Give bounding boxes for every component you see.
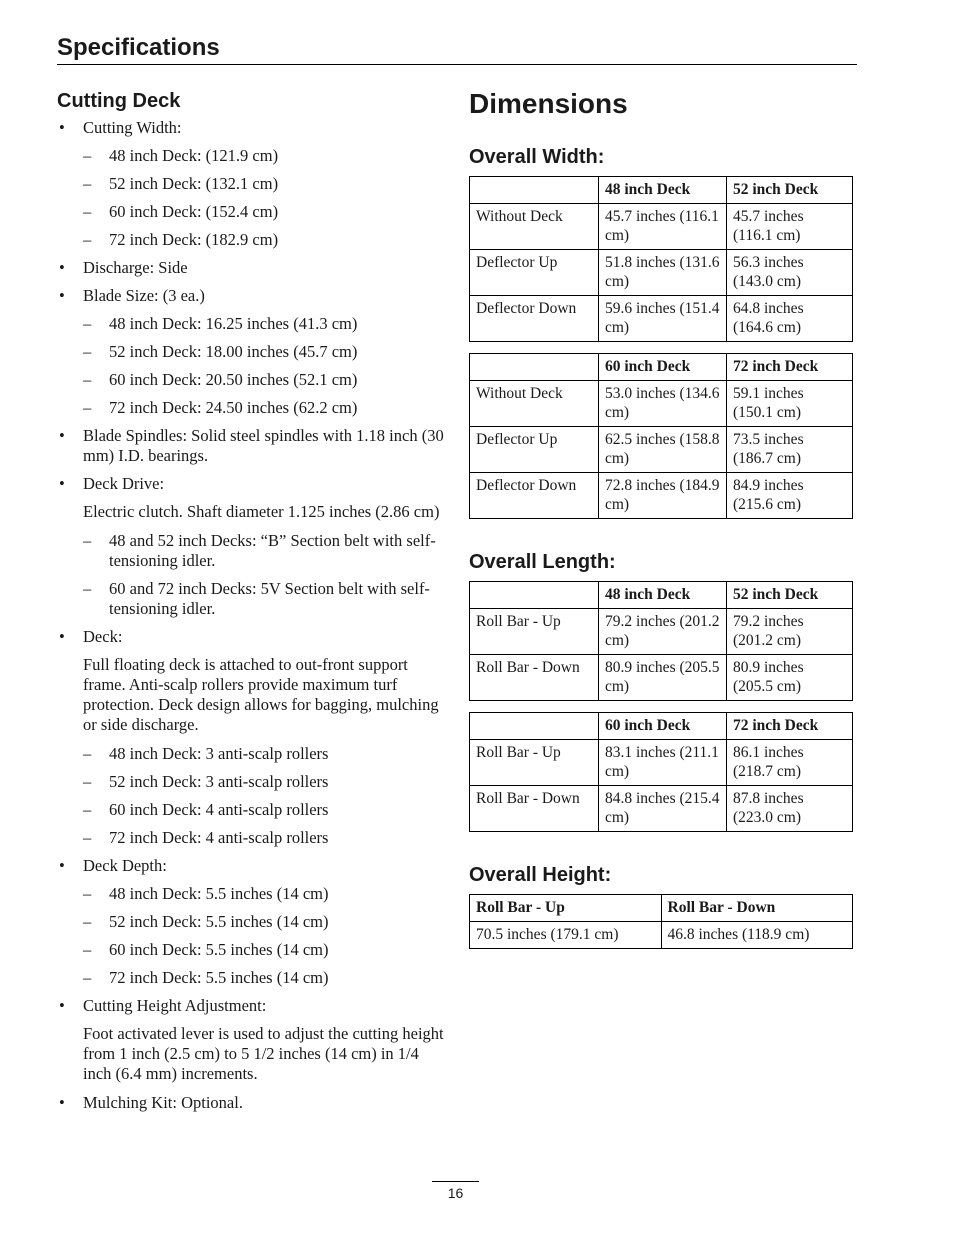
row-label: Roll Bar - Down [470,655,599,701]
footer-rule [432,1181,479,1182]
bullet-item: • Cutting Width: [57,118,447,138]
sub-item: – 72 inch Deck: 24.50 inches (62.2 cm) [57,398,447,418]
table-header-cell: 48 inch Deck [599,177,727,204]
overall-width-tables [469,176,854,519]
cutting-deck-heading: Cutting Deck [57,90,181,112]
bullet-item: • Cutting Height Adjustment: [57,996,447,1016]
row-label: Without Deck [470,381,599,427]
table-header-cell [470,582,599,609]
row-label: Deflector Up [470,250,599,296]
table-cell: 79.2 inches (201.2 cm) [727,609,853,655]
sub-item: – 52 inch Deck: 18.00 inches (45.7 cm) [57,342,447,362]
sub-item: – 48 inch Deck: 3 anti-scalp rollers [57,744,447,764]
table-header-row [470,895,853,922]
table-row [470,740,853,786]
table-header-cell: 52 inch Deck [727,582,853,609]
sub-item: – 52 inch Deck: 3 anti-scalp rollers [57,772,447,792]
table-cell: 45.7 inches (116.1 cm) [727,204,853,250]
sub-item: – 72 inch Deck: (182.9 cm) [57,230,447,250]
table-header-cell: Roll Bar - Up [470,895,662,922]
sub-item: – 60 inch Deck: 4 anti-scalp rollers [57,800,447,820]
table-cell: 86.1 inches (218.7 cm) [727,740,853,786]
table-row [470,427,853,473]
table-header-cell: 72 inch Deck [727,354,853,381]
table-cell: 51.8 inches (131.6 cm) [599,250,727,296]
table-cell: 56.3 inches (143.0 cm) [727,250,853,296]
table-row [470,250,853,296]
table-cell: 80.9 inches (205.5 cm) [599,655,727,701]
table-header-cell: 52 inch Deck [727,177,853,204]
table-row [470,786,853,832]
table-header-cell: Roll Bar - Down [661,895,853,922]
cutting-deck-list [57,118,447,1113]
table-cell: 45.7 inches (116.1 cm) [599,204,727,250]
table-header-row [470,582,853,609]
table-cell: 59.1 inches (150.1 cm) [727,381,853,427]
table-cell: 72.8 inches (184.9 cm) [599,473,727,519]
dimensions-title: Dimensions [469,88,628,119]
table-cell: 53.0 inches (134.6 cm) [599,381,727,427]
table-cell: 79.2 inches (201.2 cm) [599,609,727,655]
table-header-row [470,354,853,381]
table-row [470,473,853,519]
table-header-cell: 48 inch Deck [599,582,727,609]
table-header-cell: 72 inch Deck [727,713,853,740]
table-cell: 80.9 inches (205.5 cm) [727,655,853,701]
sub-item: – 72 inch Deck: 4 anti-scalp rollers [57,828,447,848]
table-row [470,381,853,427]
row-label: Without Deck [470,204,599,250]
dimension-table [469,353,853,519]
table-row [470,204,853,250]
cutting-deck-section [57,88,447,1121]
sub-item: – 60 inch Deck: (152.4 cm) [57,202,447,222]
sub-item: – 60 inch Deck: 20.50 inches (52.1 cm) [57,370,447,390]
row-label: Roll Bar - Up [470,740,599,786]
description-paragraph: Electric clutch. Shaft diameter 1.125 inches (2.86 cm) [83,502,440,521]
header-rule [57,64,857,65]
overall-length-heading: Overall Length: [469,551,616,573]
bullet-item: • Deck Drive: [57,474,447,494]
dimension-table [469,176,853,342]
bullet-item: • Discharge: Side [57,258,447,278]
page-number: 16 [447,1185,464,1201]
row-label: Deflector Down [470,296,599,342]
table-cell: 46.8 inches (118.9 cm) [661,922,853,949]
overall-length-tables [469,581,854,832]
page-header-title: Specifications [57,34,220,61]
table-cell: 59.6 inches (151.4 cm) [599,296,727,342]
overall-height-heading: Overall Height: [469,864,612,886]
table-header-row [470,177,853,204]
table-cell: 62.5 inches (158.8 cm) [599,427,727,473]
table-header-cell: 60 inch Deck [599,713,727,740]
dimensions-section [469,84,854,949]
overall-width-heading: Overall Width: [469,146,605,168]
table-cell: 64.8 inches (164.6 cm) [727,296,853,342]
table-row [470,655,853,701]
sub-item: – 48 inch Deck: (121.9 cm) [57,146,447,166]
table-header-cell: 60 inch Deck [599,354,727,381]
table-cell: 87.8 inches (223.0 cm) [727,786,853,832]
row-label: Roll Bar - Up [470,609,599,655]
table-cell: 70.5 inches (179.1 cm) [470,922,662,949]
bullet-item: • Blade Size: (3 ea.) [57,286,447,306]
sub-item: – 72 inch Deck: 5.5 inches (14 cm) [57,968,447,988]
description-paragraph: Foot activated lever is used to adjust the cutting height from 1 inch (2.5 cm) to 5 1/2 inches (14 cm) in 1/4 inch (6.4 mm) increments. [83,1024,444,1083]
sub-item: – 48 inch Deck: 16.25 inches (41.3 cm) [57,314,447,334]
sub-item: – 60 inch Deck: 5.5 inches (14 cm) [57,940,447,960]
table-cell: 73.5 inches (186.7 cm) [727,427,853,473]
dimension-table [469,581,853,701]
table-row [470,609,853,655]
bullet-item: • Deck Depth: [57,856,447,876]
table-row [470,296,853,342]
table-header-cell [470,354,599,381]
overall-height-table [469,894,853,949]
table-header-row [470,713,853,740]
table-cell: 84.8 inches (215.4 cm) [599,786,727,832]
table-header-cell [470,177,599,204]
sub-item: – 60 and 72 inch Decks: 5V Section belt with self-tensioning idler. [57,579,447,619]
table-header-cell [470,713,599,740]
dimension-table [469,712,853,832]
sub-item: – 52 inch Deck: 5.5 inches (14 cm) [57,912,447,932]
table-cell: 84.9 inches (215.6 cm) [727,473,853,519]
description-paragraph: Full floating deck is attached to out-front support frame. Anti-scalp rollers provide maximum turf protection. Deck design allows for bagging, mulching or side discharge. [83,655,439,734]
row-label: Deflector Up [470,427,599,473]
bullet-item: • Blade Spindles: Solid steel spindles with 1.18 inch (30 mm) I.D. bearings. [57,426,447,466]
sub-item: – 48 inch Deck: 5.5 inches (14 cm) [57,884,447,904]
sub-item: – 52 inch Deck: (132.1 cm) [57,174,447,194]
sub-item: – 48 and 52 inch Decks: “B” Section belt with self-tensioning idler. [57,531,447,571]
bullet-item: • Mulching Kit: Optional. [57,1093,447,1113]
table-cell: 83.1 inches (211.1 cm) [599,740,727,786]
row-label: Roll Bar - Down [470,786,599,832]
table-row [470,922,853,949]
row-label: Deflector Down [470,473,599,519]
bullet-item: • Deck: [57,627,447,647]
